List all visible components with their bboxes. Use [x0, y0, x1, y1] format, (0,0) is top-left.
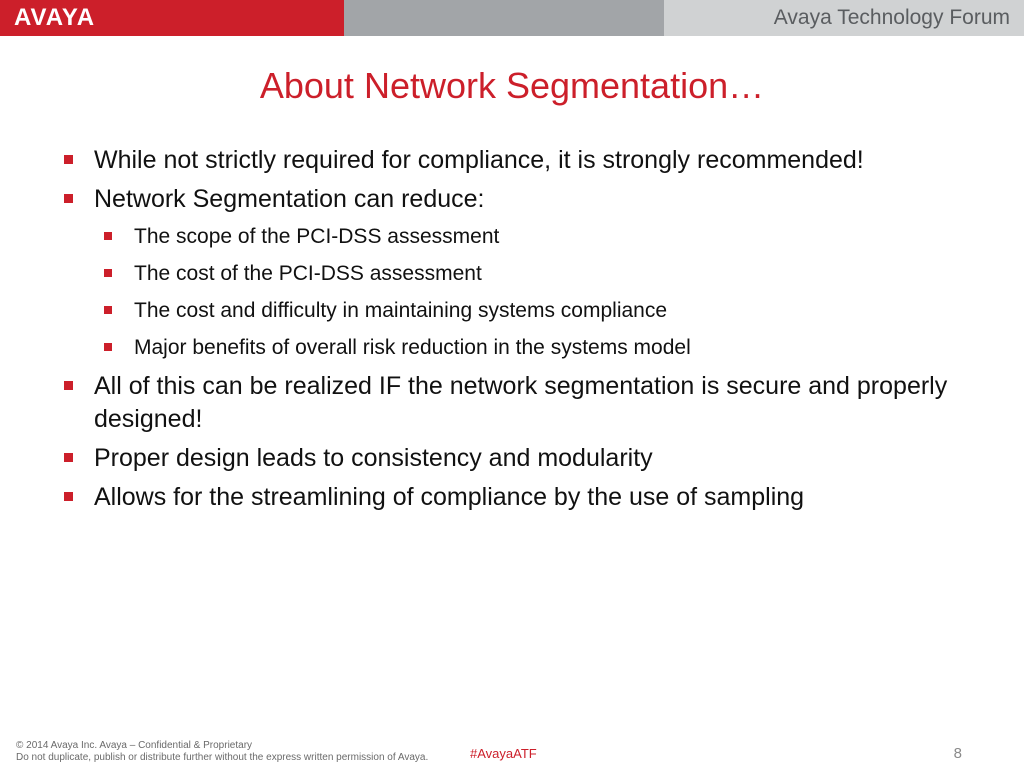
square-bullet-icon: [64, 194, 73, 203]
square-bullet-icon: [64, 453, 73, 462]
square-bullet-icon: [104, 269, 112, 277]
bullet-item: [62, 144, 982, 177]
copyright-text: © 2014 Avaya Inc. Avaya – Confidential & Proprietary: [16, 740, 253, 751]
bullet-list: [62, 144, 982, 520]
sub-bullet-item: [62, 296, 982, 326]
bullet-item: [62, 183, 982, 216]
bullet-text: Allows for the streamlining of compliance by the use of sampling: [94, 483, 805, 511]
square-bullet-icon: [64, 492, 73, 501]
bullet-text: Network Segmentation can reduce:: [94, 185, 485, 213]
square-bullet-icon: [104, 343, 112, 351]
sub-bullet-text: The cost of the PCI-DSS assessment: [134, 262, 482, 285]
footer-copyright: [16, 740, 428, 764]
disclaimer-text: Do not duplicate, publish or distribute further without the express written permission of Avaya.: [16, 752, 429, 763]
sub-bullet-item: [62, 222, 982, 252]
bullet-item: [62, 442, 982, 475]
square-bullet-icon: [64, 155, 73, 164]
square-bullet-icon: [104, 306, 112, 314]
square-bullet-icon: [64, 381, 73, 390]
avaya-logo: AVAYA: [14, 4, 96, 31]
slide-title: About Network Segmentation…: [259, 65, 765, 106]
sub-bullet-text: Major benefits of overall risk reduction in the systems model: [134, 336, 691, 359]
bullet-text: While not strictly required for compliance, it is strongly recommended!: [94, 146, 864, 174]
bullet-item: [62, 370, 982, 436]
forum-title: Avaya Technology Forum: [773, 6, 1010, 29]
sub-bullet-text: The scope of the PCI-DSS assessment: [134, 225, 500, 248]
page-number: 8: [953, 745, 962, 762]
hashtag: #AvayaATF: [470, 746, 537, 761]
square-bullet-icon: [104, 232, 112, 240]
sub-bullet-text: The cost and difficulty in maintaining systems compliance: [134, 299, 668, 322]
sub-bullet-item: [62, 259, 982, 289]
bullet-item: [62, 481, 982, 514]
sub-bullet-item: [62, 333, 982, 363]
bullet-text: Proper design leads to consistency and modularity: [94, 444, 653, 472]
header-gray-segment: [344, 0, 664, 36]
header-bar: [0, 0, 1024, 36]
bullet-text: All of this can be realized IF the network segmentation is secure and properly designed!: [94, 372, 948, 433]
